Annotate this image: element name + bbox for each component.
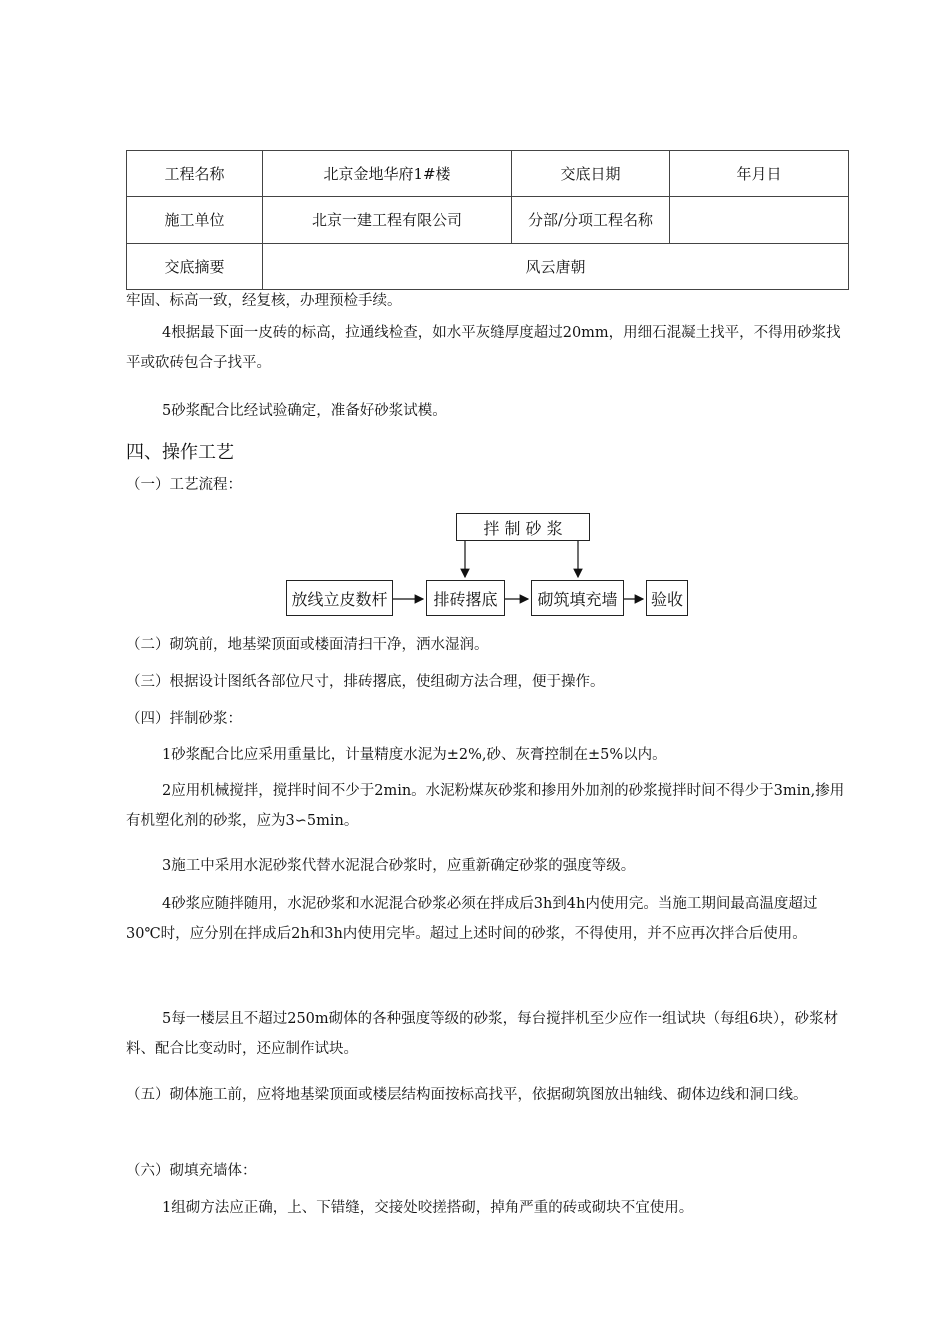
briefing-summary-label: 交底摘要 — [127, 243, 263, 289]
subsection-6-item-1: 1组砌方法应正确，上、下错缝，交接处咬搓搭砌，掉角严重的砖或砌块不宜使用。 — [162, 1200, 694, 1216]
construction-unit-label: 施工单位 — [127, 197, 263, 243]
flow-box-mix-mortar: 拌 制 砂 浆 — [456, 513, 590, 541]
subsection-4: （四）拌制砂浆： — [126, 711, 242, 727]
subsection-4-item-1: 1砂浆配合比应采用重量比，计量精度水泥为±2%,砂、灰膏控制在±5%以内。 — [162, 747, 667, 763]
flow-box-build-wall: 砌筑填充墙 — [531, 580, 624, 616]
subsection-5: （五）砌体施工前，应将地基梁顶面或楼层结构面按标高找平，依据砌筑图放出轴线、砌体边线和洞口线。 — [126, 1087, 808, 1103]
briefing-date-value: 年月日 — [670, 151, 849, 197]
flow-box-acceptance: 验收 — [646, 580, 688, 616]
subproject-name-label: 分部/分项工程名称 — [512, 197, 670, 243]
subsection-2: （二）砌筑前，地基梁顶面或楼面清扫干净，洒水湿润。 — [126, 637, 489, 653]
briefing-date-label: 交底日期 — [512, 151, 670, 197]
subsection-4-item-2: 2应用机械搅拌，搅拌时间不少于2min。水泥粉煤灰砂浆和掺用外加剂的砂浆搅拌时间不得少于3min,掺用有机塑化剂的砂浆，应为3∽5min。 — [126, 783, 845, 829]
subsection-3: （三）根据设计图纸各部位尺寸，排砖撂底，使组砌方法合理，便于操作。 — [126, 674, 605, 690]
flow-box-layout-lines: 放线立皮数杆 — [286, 580, 393, 616]
subsection-4-item-5: 5每一楼层且不超过250m砌体的各种强度等级的砂浆，每台搅拌机至少应作一组试块（每组6块），砂浆材料、配合比变动时，还应制作试块。 — [126, 1011, 839, 1057]
paragraph-5: 5砂浆配合比经试验确定，准备好砂浆试模。 — [162, 403, 447, 419]
paragraph-4: 4根据最下面一皮砖的标高，拉通线检查，如水平灰缝厚度超过20mm，用细石混凝土找平，不得用砂浆找平或砍砖包合子找平。 — [126, 325, 841, 371]
section-title-4: 四、操作工艺 — [126, 442, 234, 463]
subsection-6: （六）砌填充墙体： — [126, 1163, 257, 1179]
construction-unit-value: 北京一建工程有限公司 — [263, 197, 512, 243]
project-name-label: 工程名称 — [127, 151, 263, 197]
briefing-summary-value: 风云唐朝 — [263, 243, 849, 289]
project-name-value: 北京金地华府1#楼 — [263, 151, 512, 197]
subsection-4-item-4: 4砂浆应随拌随用，水泥砂浆和水泥混合砂浆必须在拌成后3h到4h内使用完。当施工期间最高温度超过30℃时，应分别在拌成后2h和3h内使用完毕。超过上述时间的砂浆，不得使用，并不应再次拌合后使用。 — [126, 896, 818, 942]
flow-box-brick-layout: 排砖撂底 — [426, 580, 505, 616]
paragraph-continued: 牢固、标高一致，经复核，办理预检手续。 — [126, 293, 402, 309]
subsection-1: （一）工艺流程： — [126, 477, 242, 493]
subsection-4-item-3: 3施工中采用水泥砂浆代替水泥混合砂浆时，应重新确定砂浆的强度等级。 — [162, 858, 636, 874]
